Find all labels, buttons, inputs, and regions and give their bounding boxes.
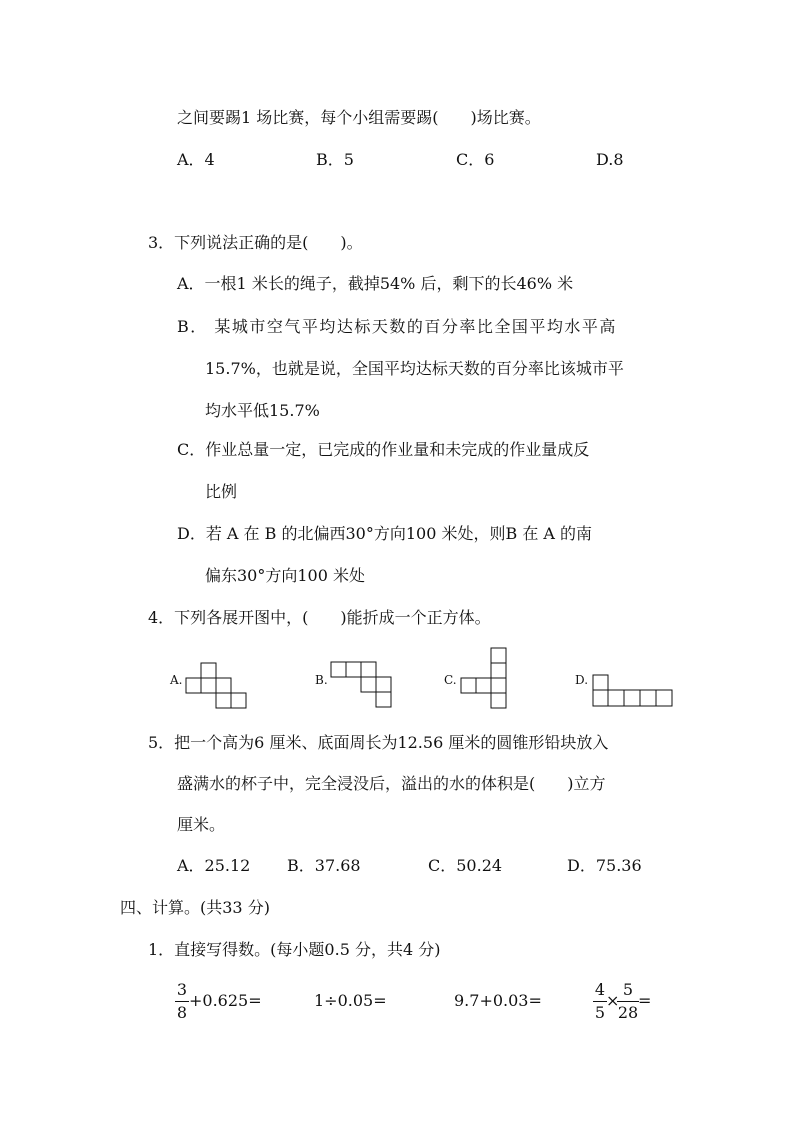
calc4-denominator2: 28 bbox=[617, 1003, 639, 1022]
q3-option-c-line2: 比例 bbox=[205, 482, 238, 501]
q3-option-d-line2: 偏东30°方向100 米处 bbox=[205, 566, 365, 585]
section-4-sub1: 1．直接写得数。(每小题0.5 分，共4 分) bbox=[148, 940, 441, 959]
q5-option-d: D．75.36 bbox=[567, 856, 642, 875]
calc4-fraction-bar2 bbox=[617, 1001, 639, 1002]
net-c-label: C. bbox=[444, 673, 457, 687]
q3-option-b-line3: 均水平低15.7% bbox=[205, 401, 320, 420]
q2-option-c: C．6 bbox=[456, 150, 495, 169]
calc2: 1÷0.05= bbox=[314, 991, 387, 1010]
calc4-denominator1: 5 bbox=[594, 1003, 606, 1022]
section-4-title: 四、计算。(共33 分) bbox=[120, 898, 270, 917]
q5-option-a: A．25.12 bbox=[177, 856, 251, 875]
q5-stem-line2: 盛满水的杯子中，完全浸没后，溢出的水的体积是( )立方 bbox=[177, 774, 606, 793]
q2-stem-continuation: 之间要踢1 场比赛，每个小组需要踢( )场比赛。 bbox=[177, 108, 541, 127]
calc3: 9.7+0.03= bbox=[454, 991, 542, 1010]
q2-option-b: B．5 bbox=[316, 150, 354, 169]
calc1-denominator: 8 bbox=[176, 1003, 188, 1022]
calc4-numerator2: 5 bbox=[622, 980, 634, 999]
q4-stem: 4．下列各展开图中，( )能折成一个正方体。 bbox=[148, 608, 491, 627]
cube-net-c bbox=[444, 645, 510, 711]
q5-option-b: B．37.68 bbox=[287, 856, 361, 875]
calc1-numerator: 3 bbox=[176, 980, 188, 999]
q3-option-b-line2: 15.7%，也就是说，全国平均达标天数的百分率比该城市平 bbox=[205, 359, 624, 378]
calc1-fraction-bar bbox=[175, 1001, 189, 1002]
q2-option-a: A．4 bbox=[177, 150, 215, 169]
q5-stem-line1: 5．把一个高为6 厘米、底面周长为12.56 厘米的圆锥形铅块放入 bbox=[148, 733, 609, 752]
net-a-label: A. bbox=[170, 673, 183, 687]
q3-stem: 3．下列说法正确的是( )。 bbox=[148, 233, 363, 252]
calc4-equals: = bbox=[638, 991, 652, 1010]
net-b-label: B. bbox=[315, 673, 328, 687]
q5-stem-line3: 厘米。 bbox=[177, 815, 226, 834]
q2-option-d: D.8 bbox=[596, 150, 624, 169]
q5-option-c: C．50.24 bbox=[428, 856, 503, 875]
q3-option-c-line1: C．作业总量一定，已完成的作业量和未完成的作业量成反 bbox=[177, 440, 590, 459]
calc4-times: × bbox=[606, 991, 620, 1010]
q3-option-b-line1: B． 某城市空气平均达标天数的百分率比全国平均水平高 bbox=[177, 317, 617, 336]
calc1-rest: +0.625= bbox=[189, 991, 262, 1010]
net-d-label: D. bbox=[575, 673, 589, 687]
cube-net-b bbox=[313, 660, 399, 710]
cube-net-a bbox=[168, 660, 248, 710]
calc4-fraction-bar1 bbox=[593, 1001, 607, 1002]
q3-option-d-line1: D．若 A 在 B 的北偏西30°方向100 米处，则B 在 A 的南 bbox=[177, 524, 593, 543]
calc4-numerator1: 4 bbox=[594, 980, 606, 999]
cube-net-d bbox=[575, 660, 677, 710]
q3-option-a: A．一根1 米长的绳子，截掉54% 后，剩下的长46% 米 bbox=[177, 274, 574, 293]
